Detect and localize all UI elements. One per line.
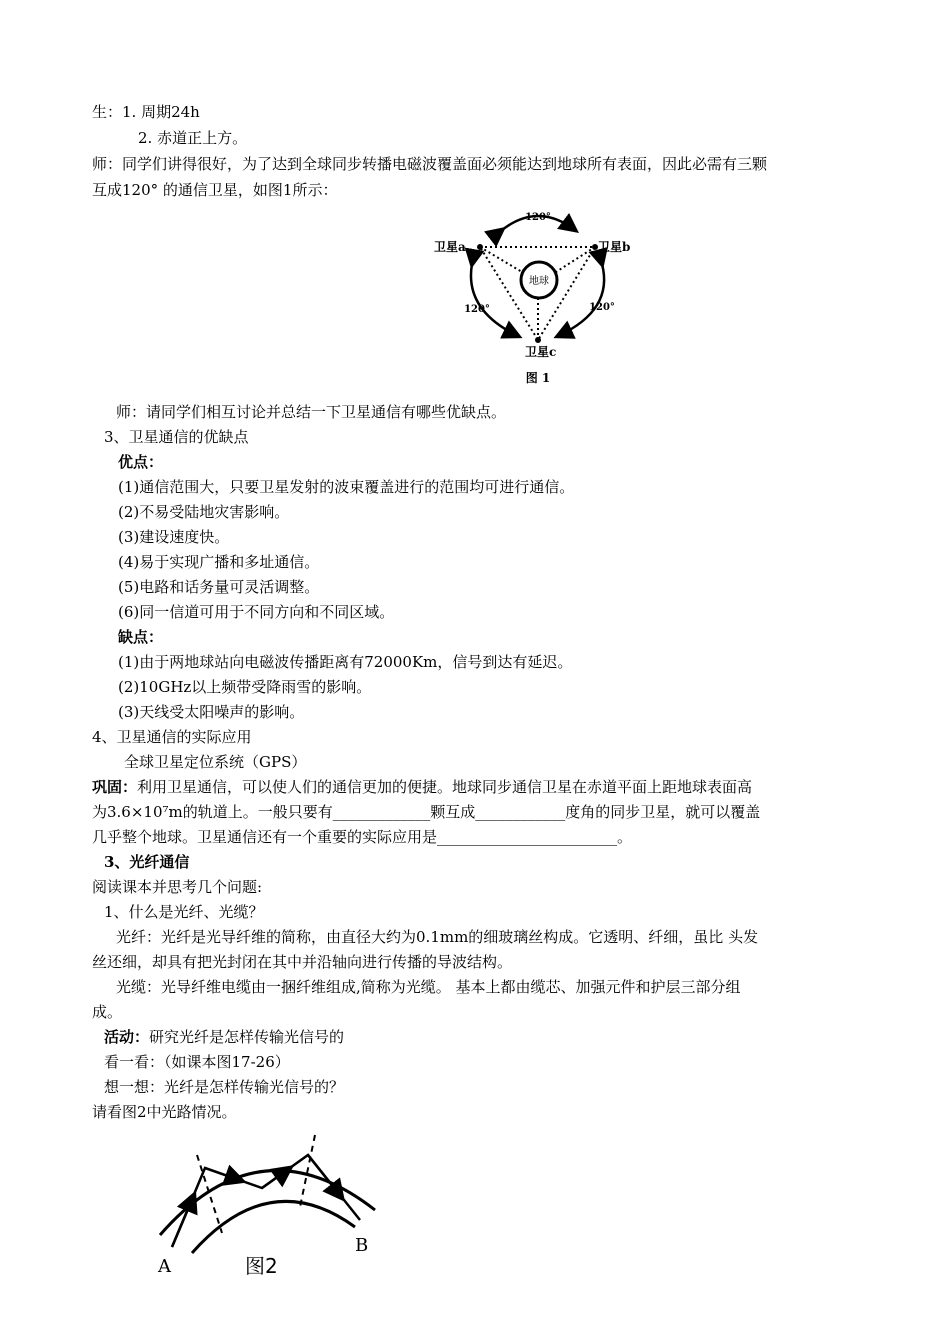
student-answer-2: 2. 赤道正上方。 <box>138 129 248 147</box>
consolidation-line-2: 为3.6×10⁷m的轨道上。一般只要有_____________颗互成____________度角的同步卫星，就可以覆盖 <box>92 803 761 821</box>
advantage-item-6: (6)同一信道可用于不同方向和不同区域。 <box>118 603 395 621</box>
figure-1-caption: 图 1 <box>525 371 551 385</box>
advantage-item-1: (1)通信范围大，只要卫星发射的波束覆盖进行的范围均可进行通信。 <box>118 478 575 496</box>
activity-text: 研究光纤是怎样传输光信号的 <box>149 1028 345 1046</box>
figure-2-fiber-diagram <box>150 1125 390 1275</box>
teacher-line-2: 互成120° 的通信卫星，如图1所示： <box>92 181 338 199</box>
teacher-discuss: 师：请同学们相互讨论并总结一下卫星通信有哪些优缺点。 <box>116 403 507 421</box>
disadvantage-item-3: (3)天线受太阳噪声的影响。 <box>118 703 305 721</box>
activity-line <box>104 1027 344 1047</box>
angle-left-label: 120° <box>464 304 490 315</box>
consolidation-text-1: 利用卫星通信，可以使人们的通信更加的便捷。地球同步通信卫星在赤道平面上距地球表面高 <box>137 778 753 796</box>
consolidation-line-3: 几乎整个地球。卫星通信还有一个重要的实际应用是________________________。 <box>92 828 633 846</box>
figure-1-satellite-diagram <box>430 200 630 390</box>
satellite-a-dot <box>477 244 483 250</box>
gps-line: 全球卫星定位系统（GPS） <box>124 753 307 771</box>
cable-def-line-1: 光缆：光导纤维电缆由一捆纤维组成,简称为光缆。 基本上都由缆芯、加强元件和护层三部分组 <box>116 978 741 996</box>
consolidation-line-1 <box>92 777 752 797</box>
teacher-line-1: 师：同学们讲得很好，为了达到全球同步转播电磁波覆盖面必须能达到地球所有表面，因此必需有三颗 <box>92 155 768 173</box>
satellite-b-label: 卫星b <box>598 240 630 254</box>
look-line: 看一看：（如课本图17-26） <box>104 1053 290 1071</box>
figure-2-prompt: 请看图2中光路情况。 <box>92 1103 237 1121</box>
fiber-section-heading: 3、光纤通信 <box>104 853 190 871</box>
arrow-left <box>471 264 518 336</box>
fiber-def-line-2: 丝还细，却具有把光封闭在其中并沿轴向进行传播的导波结构。 <box>92 953 513 971</box>
consolidation-label: 巩固： <box>92 778 138 796</box>
advantage-item-2: (2)不易受陆地灾害影响。 <box>118 503 290 521</box>
question-1: 1、什么是光纤、光缆？ <box>104 903 264 921</box>
fiber-def-line-1: 光纤：光纤是光导纤维的简称，由直径大约为0.1mm的细玻璃丝构成。它透明、纤细，虽比 头发 <box>116 928 759 946</box>
reading-prompt: 阅读课本并思考几个问题: <box>92 878 263 896</box>
think-line: 想一想：光纤是怎样传输光信号的？ <box>104 1078 345 1096</box>
student-answer-1: 生：1. 周期24h <box>92 103 200 121</box>
activity-label: 活动： <box>104 1028 150 1046</box>
section-3-heading: 3、卫星通信的优缺点 <box>104 428 249 446</box>
advantage-item-3: (3)建设速度快。 <box>118 528 230 546</box>
advantage-item-4: (4)易于实现广播和多址通信。 <box>118 553 320 571</box>
light-ray-path <box>172 1155 360 1247</box>
satellite-a-label: 卫星a <box>434 240 466 254</box>
disadvantages-title: 缺点： <box>118 628 164 646</box>
angle-right-label: 120° <box>589 302 615 313</box>
satellite-c-label: 卫星c <box>525 345 557 359</box>
earth-label: 地球 <box>529 276 549 287</box>
point-a-label: A <box>158 1256 171 1275</box>
arrow-right <box>558 264 604 336</box>
disadvantage-item-2: (2)10GHz以上频带受降雨雪的影响。 <box>118 678 372 696</box>
satellite-c-dot <box>535 337 541 343</box>
fiber-inner-wall <box>192 1201 355 1253</box>
point-b-label: B <box>355 1235 369 1256</box>
advantages-title: 优点： <box>118 453 164 471</box>
angle-top-label: 120° <box>525 212 551 223</box>
advantage-item-5: (5)电路和话务量可灵活调整。 <box>118 578 320 596</box>
figure-2-caption: 图2 <box>245 1254 278 1275</box>
cable-def-line-2: 成。 <box>92 1003 123 1021</box>
section-4-heading: 4、卫星通信的实际应用 <box>92 728 252 746</box>
disadvantage-item-1: (1)由于两地球站向电磁波传播距离有72000Km，信号到达有延迟。 <box>118 653 573 671</box>
